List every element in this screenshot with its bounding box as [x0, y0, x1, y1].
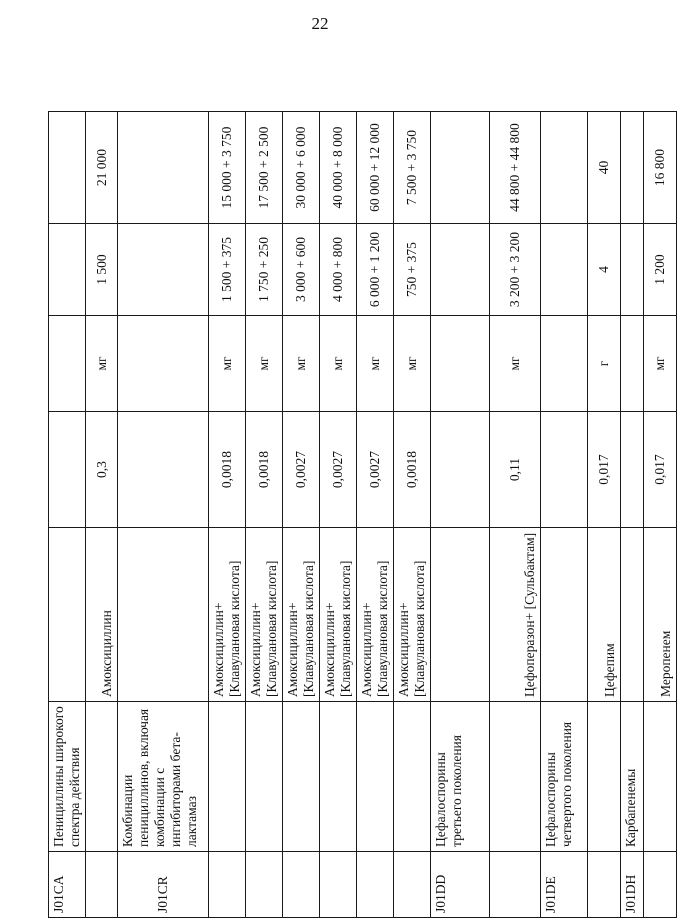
page-number: 22	[311, 14, 329, 33]
dose-cell: 1 500	[86, 224, 118, 316]
ratio-cell: 0,0018	[209, 412, 246, 528]
group-name-cell: Карбапенемы	[621, 702, 644, 852]
ratio-cell: 0,3	[86, 412, 118, 528]
total-dose-cell: 7 500 + 3 750	[394, 112, 431, 224]
total-dose-cell: 40	[588, 112, 621, 224]
rotated-table-container	[48, 112, 673, 918]
atc-code-cell: J01CR	[118, 852, 209, 918]
group-name-cell	[86, 702, 118, 852]
table-row	[541, 112, 588, 918]
atc-code-cell	[357, 852, 394, 918]
dose-cell: 4 000 + 800	[320, 224, 357, 316]
ratio-cell	[431, 412, 490, 528]
unit-cell: мг	[394, 316, 431, 412]
table-row	[588, 112, 621, 918]
unit-cell	[541, 316, 588, 412]
drug-name-cell: Цефепим	[588, 528, 621, 702]
atc-code-cell	[246, 852, 283, 918]
drug-name-cell: Амоксициллин+ [Клавулановая кислота]	[209, 528, 246, 702]
unit-cell: мг	[490, 316, 541, 412]
drug-name-cell: Амоксициллин+ [Клавулановая кислота]	[357, 528, 394, 702]
total-dose-cell	[621, 112, 644, 224]
unit-cell: мг	[246, 316, 283, 412]
table-row	[49, 112, 86, 918]
ratio-cell: 0,017	[644, 412, 677, 528]
unit-cell	[621, 316, 644, 412]
drug-name-cell: Меропенем	[644, 528, 677, 702]
drug-name-cell: Цефоперазон+ [Сульбактам]	[490, 528, 541, 702]
unit-cell	[431, 316, 490, 412]
unit-cell: мг	[320, 316, 357, 412]
atc-code-cell	[86, 852, 118, 918]
ratio-cell: 0,0018	[246, 412, 283, 528]
table-row	[621, 112, 644, 918]
total-dose-cell: 21 000	[86, 112, 118, 224]
ratio-cell: 0,0018	[394, 412, 431, 528]
group-name-cell: Пенициллины широкого спектра действия	[49, 702, 86, 852]
group-name-cell	[320, 702, 357, 852]
group-name-cell	[490, 702, 541, 852]
atc-code-cell	[644, 852, 677, 918]
dose-cell	[541, 224, 588, 316]
total-dose-cell: 44 800 + 44 800	[490, 112, 541, 224]
dose-cell: 1 200	[644, 224, 677, 316]
total-dose-cell	[431, 112, 490, 224]
ratio-cell	[49, 412, 86, 528]
group-name-cell	[357, 702, 394, 852]
dose-cell	[621, 224, 644, 316]
group-name-cell: Цефалоспорины третьего поколения	[431, 702, 490, 852]
ratio-cell	[621, 412, 644, 528]
table-row	[490, 112, 541, 918]
ratio-cell	[541, 412, 588, 528]
total-dose-cell: 40 000 + 8 000	[320, 112, 357, 224]
total-dose-cell: 60 000 + 12 000	[357, 112, 394, 224]
ratio-cell: 0,017	[588, 412, 621, 528]
group-name-cell	[283, 702, 320, 852]
drug-name-cell	[49, 528, 86, 702]
dose-cell	[431, 224, 490, 316]
table-row	[394, 112, 431, 918]
unit-cell: мг	[283, 316, 320, 412]
ratio-cell: 0,0027	[283, 412, 320, 528]
total-dose-cell: 17 500 + 2 500	[246, 112, 283, 224]
total-dose-cell	[118, 112, 209, 224]
atc-code-cell	[394, 852, 431, 918]
total-dose-cell: 16 800	[644, 112, 677, 224]
drug-name-cell	[118, 528, 209, 702]
group-name-cell	[644, 702, 677, 852]
dose-cell	[49, 224, 86, 316]
atc-code-cell	[320, 852, 357, 918]
dose-cell: 3 200 + 3 200	[490, 224, 541, 316]
atc-code-cell: J01DD	[431, 852, 490, 918]
atc-code-cell: J01DE	[541, 852, 588, 918]
total-dose-cell	[49, 112, 86, 224]
atc-code-cell	[209, 852, 246, 918]
dose-cell: 6 000 + 1 200	[357, 224, 394, 316]
drug-name-cell	[621, 528, 644, 702]
group-name-cell	[394, 702, 431, 852]
dose-cell: 3 000 + 600	[283, 224, 320, 316]
table-row	[283, 112, 320, 918]
atc-code-cell: J01DH	[621, 852, 644, 918]
drug-name-cell: Амоксициллин+ [Клавулановая кислота]	[246, 528, 283, 702]
total-dose-cell: 30 000 + 6 000	[283, 112, 320, 224]
table-row	[246, 112, 283, 918]
group-name-cell	[209, 702, 246, 852]
total-dose-cell: 15 000 + 3 750	[209, 112, 246, 224]
dose-cell: 750 + 375	[394, 224, 431, 316]
drug-name-cell: Амоксициллин	[86, 528, 118, 702]
total-dose-cell	[541, 112, 588, 224]
table-row	[357, 112, 394, 918]
unit-cell	[49, 316, 86, 412]
atc-code-cell	[283, 852, 320, 918]
drug-name-cell	[431, 528, 490, 702]
drug-name-cell: Амоксициллин+ [Клавулановая кислота]	[283, 528, 320, 702]
group-name-cell	[246, 702, 283, 852]
table-row	[320, 112, 357, 918]
table-row	[86, 112, 118, 918]
ratio-cell: 0,0027	[320, 412, 357, 528]
unit-cell: г	[588, 316, 621, 412]
dose-cell	[118, 224, 209, 316]
drug-dosage-table	[48, 111, 677, 918]
atc-code-cell: J01CA	[49, 852, 86, 918]
ratio-cell: 0,11	[490, 412, 541, 528]
drug-name-cell	[541, 528, 588, 702]
table-row	[431, 112, 490, 918]
dose-cell: 1 500 + 375	[209, 224, 246, 316]
unit-cell: мг	[209, 316, 246, 412]
unit-cell: мг	[86, 316, 118, 412]
drug-name-cell: Амоксициллин+ [Клавулановая кислота]	[394, 528, 431, 702]
dose-cell: 4	[588, 224, 621, 316]
table-row	[209, 112, 246, 918]
dose-cell: 1 750 + 250	[246, 224, 283, 316]
table-row	[118, 112, 209, 918]
drug-name-cell: Амоксициллин+ [Клавулановая кислота]	[320, 528, 357, 702]
ratio-cell	[118, 412, 209, 528]
unit-cell: мг	[644, 316, 677, 412]
ratio-cell: 0,0027	[357, 412, 394, 528]
group-name-cell: Цефалоспорины четвертого поколения	[541, 702, 588, 852]
unit-cell: мг	[357, 316, 394, 412]
atc-code-cell	[588, 852, 621, 918]
group-name-cell	[588, 702, 621, 852]
atc-code-cell	[490, 852, 541, 918]
unit-cell	[118, 316, 209, 412]
group-name-cell: Комбинации пенициллинов, включая комбинации с ингибиторами бета-лактамаз	[118, 702, 209, 852]
table-row	[644, 112, 677, 918]
